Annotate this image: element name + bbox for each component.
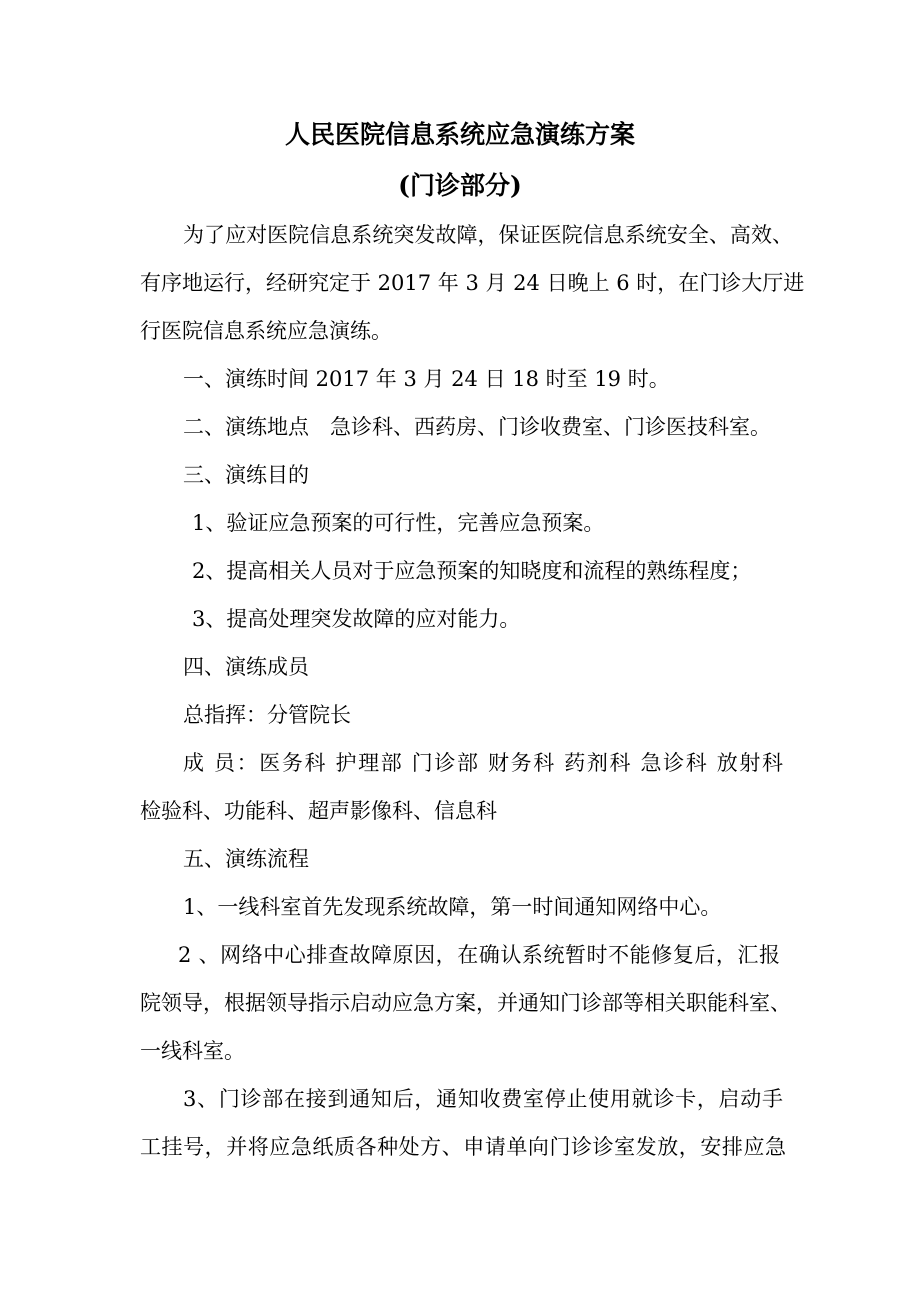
document-title: 人民医院信息系统应急演练方案 [284, 120, 635, 149]
procedure-step-2-line-2: 院领导，根据领导指示启动应急方案，并通知门诊部等相关职能科室、 [140, 991, 791, 1015]
paragraph-intro-line-2: 有序地运行，经研究定于 2017 年 3 月 24 日晚上 6 时，在门诊大厅进 [140, 271, 805, 295]
paragraph-intro-line-1: 为了应对医院信息系统突发故障，保证医院信息系统安全、高效、 [183, 223, 793, 247]
commander-line: 总指挥：分管院长 [183, 703, 351, 727]
purpose-item-1: 1、验证应急预案的可行性，完善应急预案。 [192, 511, 605, 535]
procedure-step-3-line-2: 工挂号，并将应急纸质各种处方、申请单向门诊诊室发放，安排应急 [140, 1135, 786, 1159]
members-line-1: 成 员：医务科 护理部 门诊部 财务科 药剂科 急诊科 放射科 [183, 751, 783, 775]
section-1-drill-time: 一、演练时间 2017 年 3 月 24 日 18 时至 19 时。 [183, 367, 670, 391]
procedure-step-3-line-1: 3、门诊部在接到通知后，通知收费室停止使用就诊卡，启动手 [183, 1087, 783, 1111]
members-line-2: 检验科、功能科、超声影像科、信息科 [140, 799, 497, 823]
procedure-step-1: 1、一线科室首先发现系统故障，第一时间通知网络中心。 [183, 895, 722, 919]
section-5-heading: 五、演练流程 [183, 847, 309, 871]
section-2-drill-location: 二、演练地点 急诊科、西药房、门诊收费室、门诊医技科室。 [183, 415, 771, 439]
procedure-step-2-line-3: 一线科室。 [140, 1039, 245, 1063]
procedure-step-2-line-1: 2 、网络中心排查故障原因，在确认系统暂时不能修复后，汇报 [178, 943, 780, 967]
paragraph-intro-line-3: 行医院信息系统应急演练。 [140, 319, 392, 343]
purpose-item-2: 2、提高相关人员对于应急预案的知晓度和流程的熟练程度； [192, 559, 752, 583]
purpose-item-3: 3、提高处理突发故障的应对能力。 [192, 607, 521, 631]
section-4-heading: 四、演练成员 [183, 655, 309, 679]
document-subtitle: (门诊部分) [398, 171, 522, 200]
section-3-heading: 三、演练目的 [183, 463, 309, 487]
